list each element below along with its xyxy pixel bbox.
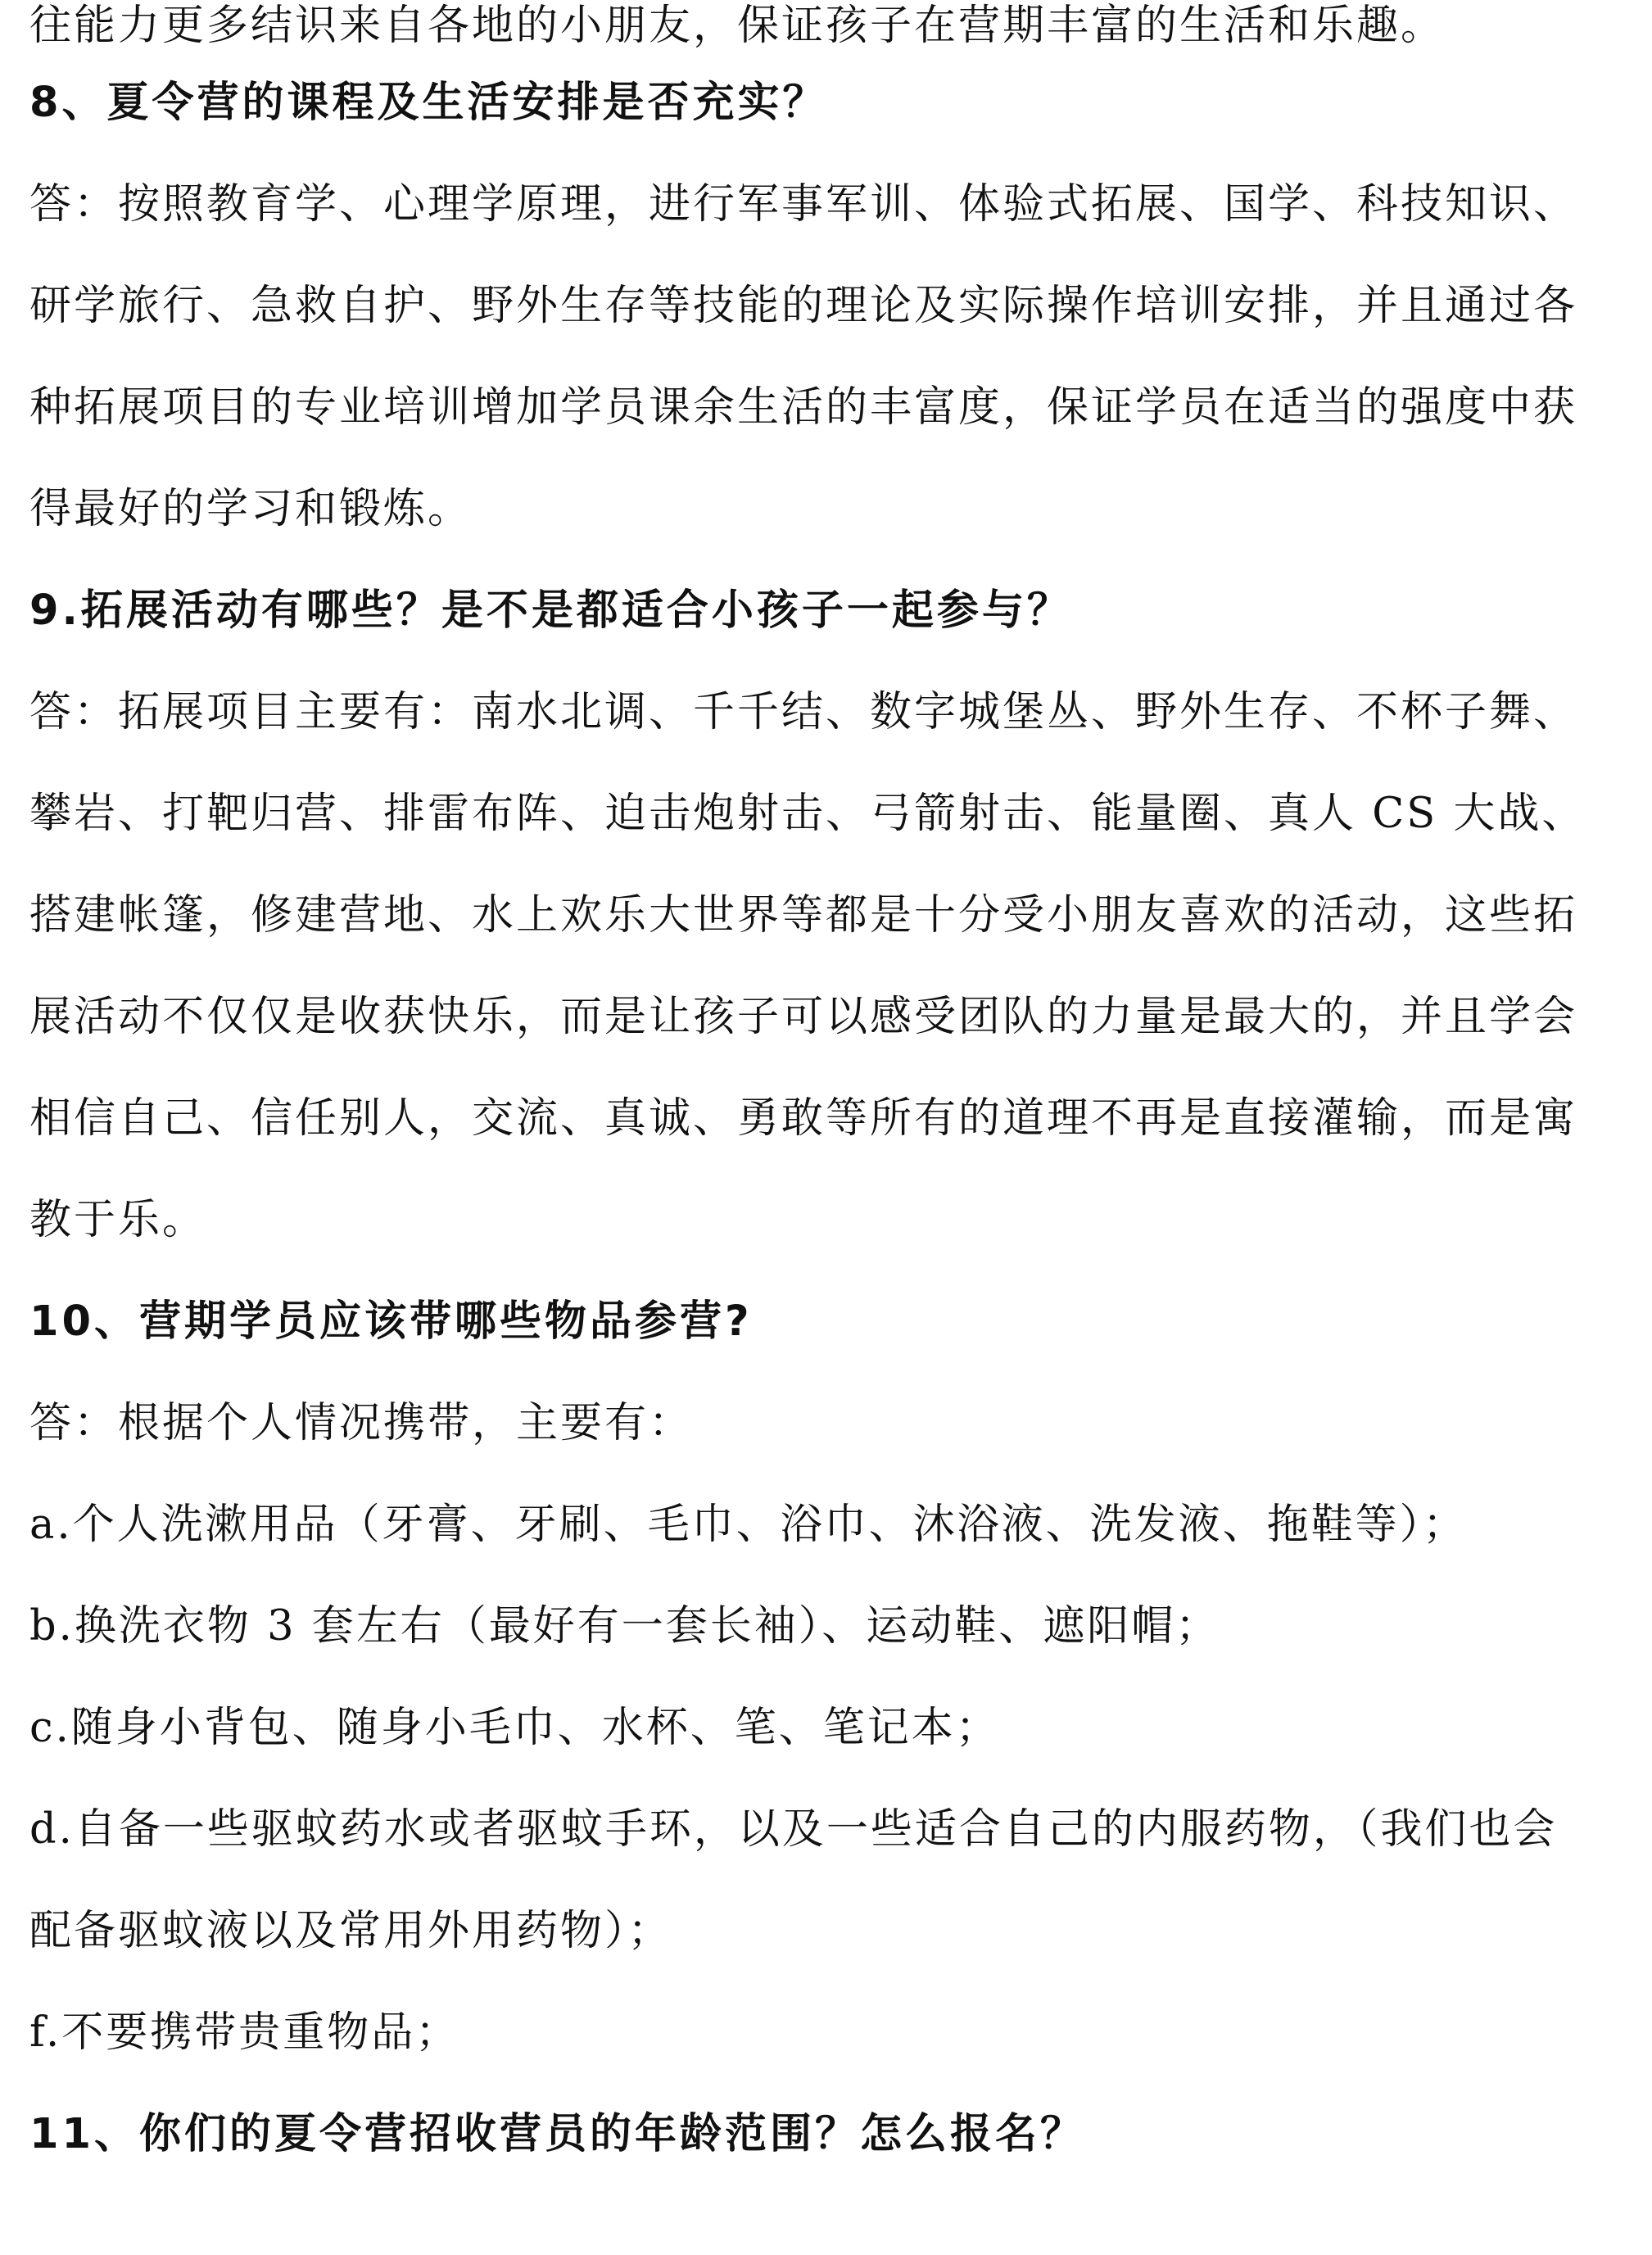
answer-line: 答：拓展项目主要有：南水北调、千千结、数字城堡丛、野外生存、不杯子舞、 (29, 688, 1578, 736)
list-item-b: b.换洗衣物 3 套左右（最好有一套长袖）、运动鞋、遮阳帽； (29, 1602, 1220, 1650)
answer-line: 相信自己、信任别人，交流、真诚、勇敢等所有的道理不再是直接灌输，而是寓 (29, 1094, 1578, 1143)
paragraph-line: 往能力更多结识来自各地的小朋友，保证孩子在营期丰富的生活和乐趣。 (29, 2, 1446, 50)
list-item-a: a.个人洗漱用品（牙膏、牙刷、毛巾、浴巾、沐浴液、洗发液、拖鞋等）； (29, 1501, 1468, 1549)
answer-line: 展活动不仅仅是收获快乐，而是让孩子可以感受团队的力量是最大的，并且学会 (29, 993, 1578, 1041)
list-item-d-continued: 配备驱蚊液以及常用外用药物）； (29, 1907, 672, 1955)
answer-line: 研学旅行、急救自护、野外生存等技能的理论及实际操作培训安排，并且通过各 (29, 282, 1578, 330)
answer-line: 答：根据个人情况携带，主要有： (29, 1399, 694, 1447)
answer-line: 答：按照教育学、心理学原理，进行军事军训、体验式拓展、国学、科技知识、 (29, 180, 1578, 229)
list-item-c: c.随身小背包、随身小毛巾、水杯、笔、笔记本； (29, 1704, 1000, 1752)
answer-line: 搭建帐篷，修建营地、水上欢乐大世界等都是十分受小朋友喜欢的活动，这些拓 (29, 891, 1578, 940)
list-item-f: f.不要携带贵重物品； (29, 2008, 460, 2057)
answer-line: 得最好的学习和锻炼。 (29, 485, 473, 533)
answer-line: 攀岩、打靶归营、排雷布阵、迫击炮射击、弓箭射击、能量圈、真人 CS 大战、 (29, 790, 1586, 838)
answer-line: 种拓展项目的专业培训增加学员课余生活的丰富度，保证学员在适当的强度中获 (29, 383, 1578, 432)
question-heading-8: 8、夏令营的课程及生活安排是否充实？ (29, 79, 828, 127)
answer-line: 教于乐。 (29, 1196, 207, 1244)
question-heading-10: 10、营期学员应该带哪些物品参营? (29, 1297, 753, 1346)
question-heading-11: 11、你们的夏令营招收营员的年龄范围？怎么报名？ (29, 2110, 1085, 2158)
list-item-d: d.自备一些驱蚊药水或者驱蚊手环，以及一些适合自己的内服药物，（我们也会 (29, 1805, 1558, 1854)
question-heading-9: 9.拓展活动有哪些？是不是都适合小孩子一起参与？ (29, 586, 1072, 635)
